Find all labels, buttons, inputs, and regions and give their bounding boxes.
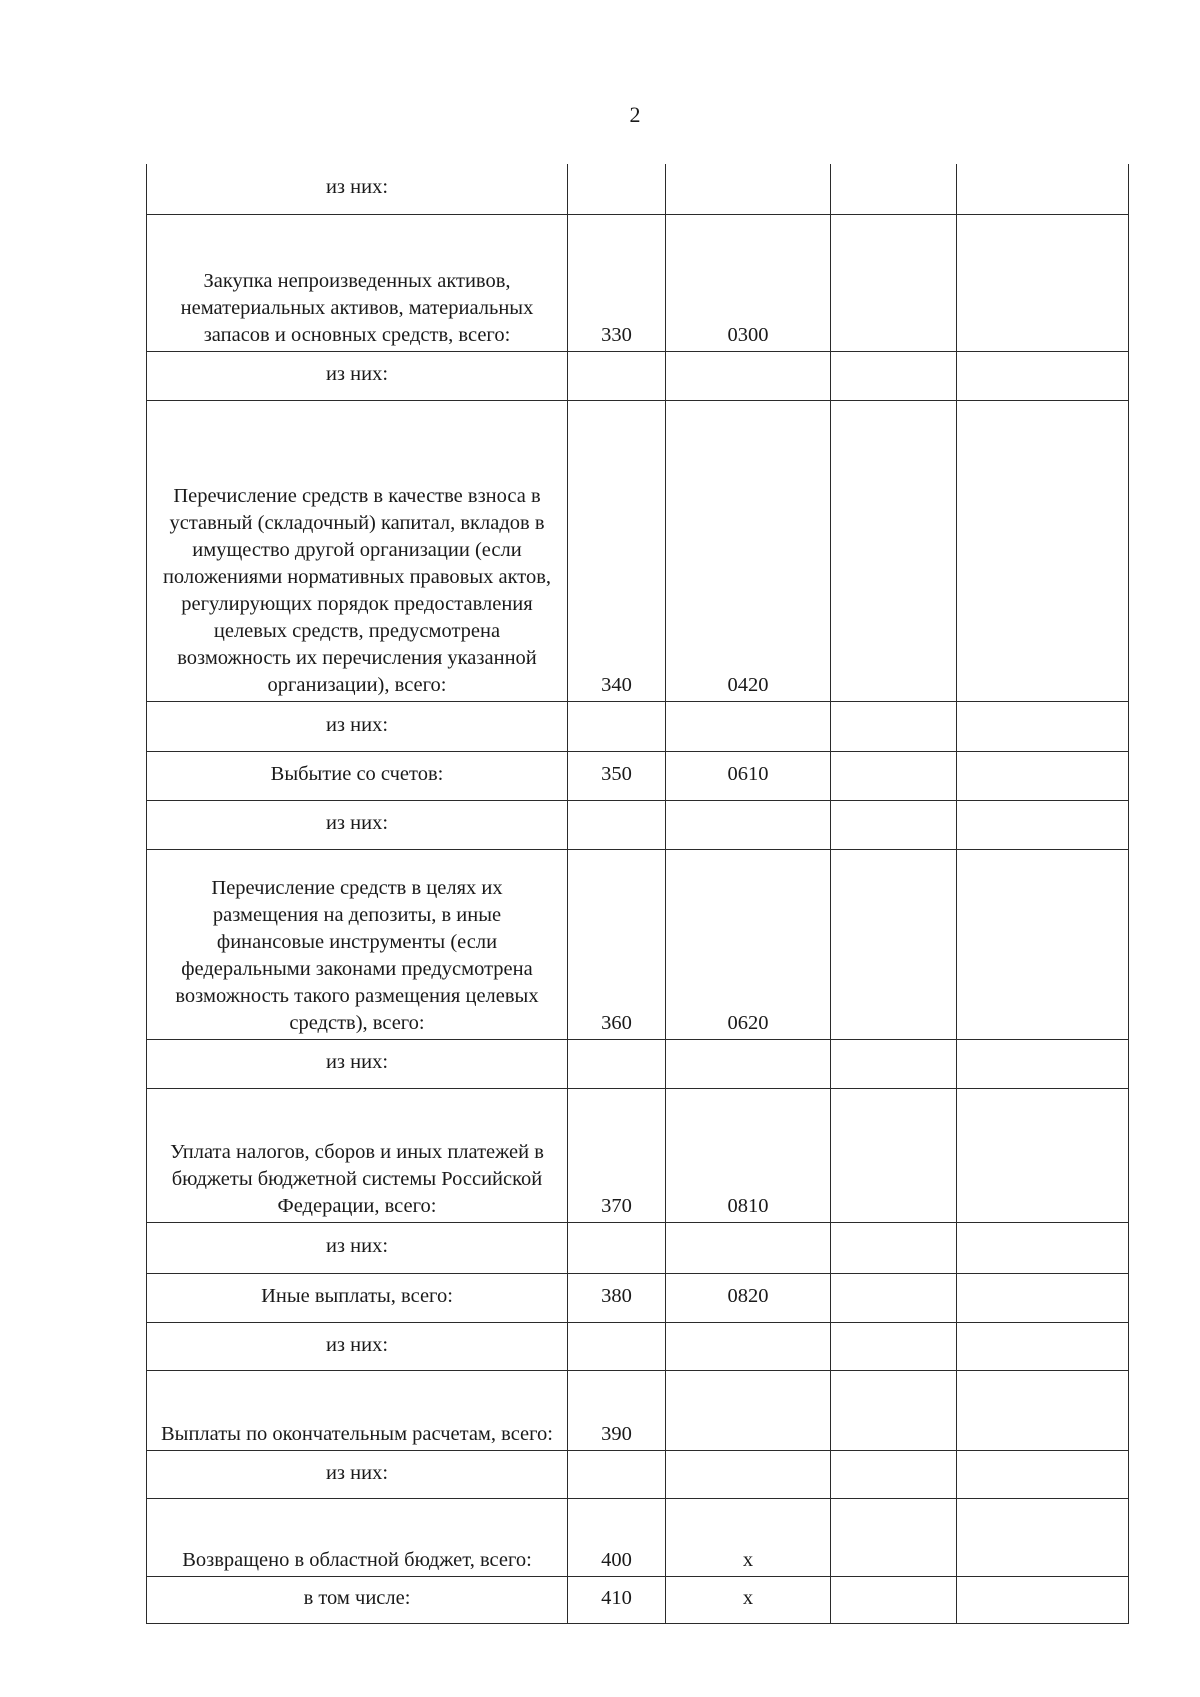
- row-name-cell: из них:: [147, 1039, 568, 1088]
- budget-code-cell: [666, 701, 831, 751]
- budget-code-cell: x: [666, 1576, 831, 1623]
- empty-cell: [957, 1322, 1129, 1370]
- empty-cell: [957, 214, 1129, 351]
- empty-cell: [831, 1088, 957, 1222]
- empty-cell: [831, 800, 957, 849]
- budget-code-cell: x: [666, 1498, 831, 1576]
- budget-code-cell: 0620: [666, 849, 831, 1039]
- row-name-cell: из них:: [147, 164, 568, 214]
- empty-cell: [957, 164, 1129, 214]
- line-code-cell: [568, 800, 666, 849]
- empty-cell: [957, 1039, 1129, 1088]
- row-name-cell: из них:: [147, 1322, 568, 1370]
- empty-cell: [831, 214, 957, 351]
- table-row: [147, 701, 1129, 751]
- row-name-cell: из них:: [147, 1450, 568, 1498]
- row-name-cell: из них:: [147, 800, 568, 849]
- line-code-cell: 380: [568, 1273, 666, 1322]
- line-code-cell: 400: [568, 1498, 666, 1576]
- empty-cell: [957, 351, 1129, 400]
- empty-cell: [831, 751, 957, 800]
- budget-code-cell: 0300: [666, 214, 831, 351]
- table-row: [147, 214, 1129, 351]
- line-code-cell: [568, 1322, 666, 1370]
- table-row: [147, 800, 1129, 849]
- table-row: [147, 1576, 1129, 1623]
- budget-code-cell: [666, 1370, 831, 1450]
- row-name-cell: Перечисление средств в целях их размещения на депозиты, в иные финансовые инструменты (если федеральными законами предусмотрена возможность такого размещения целевых средств), всего:: [147, 849, 568, 1039]
- line-code-cell: [568, 164, 666, 214]
- budget-code-cell: 0610: [666, 751, 831, 800]
- table-row: [147, 164, 1129, 214]
- row-name-cell: из них:: [147, 351, 568, 400]
- empty-cell: [831, 849, 957, 1039]
- line-code-cell: 330: [568, 214, 666, 351]
- line-code-cell: 370: [568, 1088, 666, 1222]
- empty-cell: [957, 1273, 1129, 1322]
- table-row: [147, 1039, 1129, 1088]
- table-row: [147, 400, 1129, 701]
- empty-cell: [957, 701, 1129, 751]
- report-table: [146, 164, 1129, 1624]
- empty-cell: [957, 400, 1129, 701]
- empty-cell: [831, 164, 957, 214]
- line-code-cell: [568, 1450, 666, 1498]
- line-code-cell: [568, 701, 666, 751]
- table-row: [147, 1222, 1129, 1273]
- budget-code-cell: 0810: [666, 1088, 831, 1222]
- budget-code-cell: [666, 800, 831, 849]
- empty-cell: [831, 400, 957, 701]
- empty-cell: [957, 1498, 1129, 1576]
- table-row: [147, 1498, 1129, 1576]
- line-code-cell: [568, 1039, 666, 1088]
- empty-cell: [831, 1450, 957, 1498]
- row-name-cell: Уплата налогов, сборов и иных платежей в бюджеты бюджетной системы Российской Федерации, всего:: [147, 1088, 568, 1222]
- budget-code-cell: [666, 351, 831, 400]
- empty-cell: [957, 1450, 1129, 1498]
- table-row: [147, 1088, 1129, 1222]
- empty-cell: [957, 1088, 1129, 1222]
- table-row: [147, 1322, 1129, 1370]
- empty-cell: [957, 849, 1129, 1039]
- empty-cell: [957, 1576, 1129, 1623]
- empty-cell: [957, 1370, 1129, 1450]
- row-name-cell: в том числе:: [147, 1576, 568, 1623]
- table-row: [147, 351, 1129, 400]
- budget-code-cell: 0820: [666, 1273, 831, 1322]
- empty-cell: [831, 1273, 957, 1322]
- table-row: [147, 1450, 1129, 1498]
- empty-cell: [831, 701, 957, 751]
- empty-cell: [831, 351, 957, 400]
- row-name-cell: Иные выплаты, всего:: [147, 1273, 568, 1322]
- table-row: [147, 1273, 1129, 1322]
- budget-code-cell: [666, 1039, 831, 1088]
- budget-code-cell: [666, 1450, 831, 1498]
- empty-cell: [831, 1222, 957, 1273]
- empty-cell: [831, 1370, 957, 1450]
- table-row: [147, 1370, 1129, 1450]
- budget-code-cell: [666, 1222, 831, 1273]
- row-name-cell: из них:: [147, 701, 568, 751]
- table-row: [147, 751, 1129, 800]
- budget-code-cell: 0420: [666, 400, 831, 701]
- page-number: 2: [629, 102, 641, 127]
- budget-code-cell: [666, 1322, 831, 1370]
- line-code-cell: 350: [568, 751, 666, 800]
- row-name-cell: Выбытие со счетов:: [147, 751, 568, 800]
- budget-code-cell: [666, 164, 831, 214]
- row-name-cell: Закупка непроизведенных активов, нематериальных активов, материальных запасов и основных средств, всего:: [147, 214, 568, 351]
- empty-cell: [957, 800, 1129, 849]
- empty-cell: [957, 1222, 1129, 1273]
- line-code-cell: [568, 351, 666, 400]
- empty-cell: [831, 1039, 957, 1088]
- line-code-cell: 360: [568, 849, 666, 1039]
- empty-cell: [831, 1322, 957, 1370]
- empty-cell: [831, 1576, 957, 1623]
- empty-cell: [831, 1498, 957, 1576]
- row-name-cell: из них:: [147, 1222, 568, 1273]
- line-code-cell: 340: [568, 400, 666, 701]
- row-name-cell: Перечисление средств в качестве взноса в уставный (складочный) капитал, вкладов в имущество другой организации (если положениями нормативных правовых актов, регулирующих порядок предоставления целевых средств, предусмотрена возможность их перечисления указанной организации), всего:: [147, 400, 568, 701]
- row-name-cell: Выплаты по окончательным расчетам, всего:: [147, 1370, 568, 1450]
- line-code-cell: 410: [568, 1576, 666, 1623]
- line-code-cell: [568, 1222, 666, 1273]
- table-row: [147, 849, 1129, 1039]
- line-code-cell: 390: [568, 1370, 666, 1450]
- row-name-cell: Возвращено в областной бюджет, всего:: [147, 1498, 568, 1576]
- empty-cell: [957, 751, 1129, 800]
